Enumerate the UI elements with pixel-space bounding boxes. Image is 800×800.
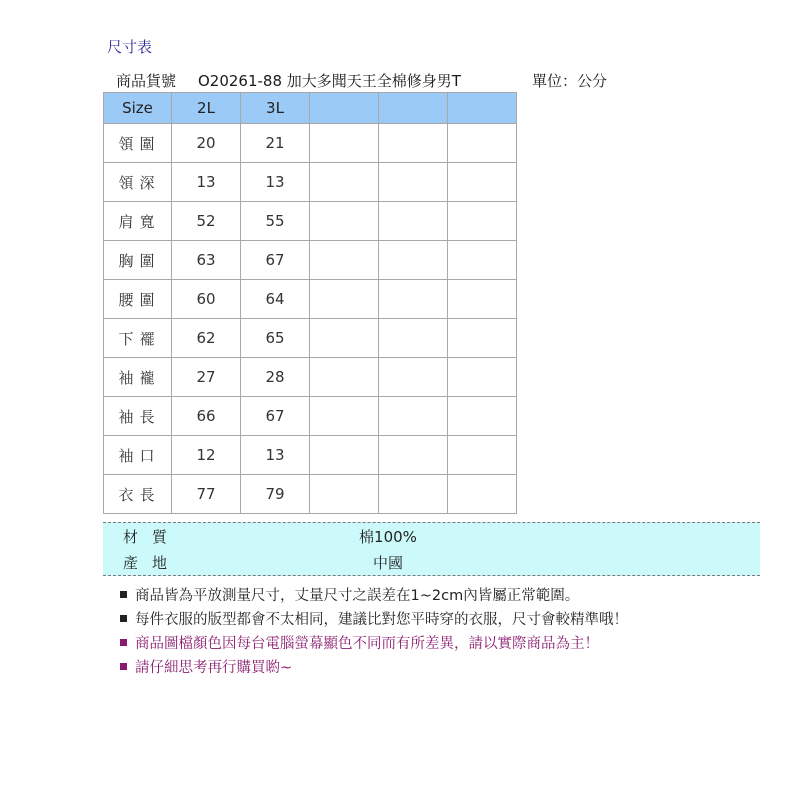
measurement-value: [310, 163, 379, 202]
measurement-value: [448, 280, 517, 319]
measurement-value: [379, 436, 448, 475]
measurement-value: [310, 475, 379, 514]
measurement-value: [448, 241, 517, 280]
size-table: [103, 92, 517, 514]
square-bullet-icon: [120, 591, 127, 598]
measurement-value: 20: [172, 124, 241, 163]
measurement-value: [448, 202, 517, 241]
notes-list: [120, 582, 740, 678]
measurement-value: [310, 280, 379, 319]
measurement-label: 袖長: [104, 397, 172, 436]
measurement-value: 12: [172, 436, 241, 475]
measurement-value: [379, 163, 448, 202]
measurement-value: [448, 397, 517, 436]
measurement-label: 領深: [104, 163, 172, 202]
measurement-value: [310, 436, 379, 475]
measurement-value: [379, 397, 448, 436]
square-bullet-icon: [120, 615, 127, 622]
note-text: 請仔細思考再行購買喲~: [135, 659, 293, 676]
measurement-value: 21: [241, 124, 310, 163]
measurement-value: [379, 202, 448, 241]
material-origin-box: [103, 522, 760, 576]
measurement-label: 腰圍: [104, 280, 172, 319]
unit-label: 單位：公分: [532, 72, 608, 90]
measurement-value: 60: [172, 280, 241, 319]
size-table-row: [104, 280, 517, 319]
note-item: [120, 606, 740, 630]
measurement-label: 領圍: [104, 124, 172, 163]
measurement-label: 袖襱: [104, 358, 172, 397]
note-text: 商品皆為平放測量尺寸，丈量尺寸之誤差在1~2cm內皆屬正常範圍。: [135, 587, 580, 604]
measurement-value: 13: [241, 163, 310, 202]
measurement-value: [379, 358, 448, 397]
origin-row: [103, 552, 760, 574]
page-title: 尺寸表: [107, 38, 153, 56]
size-table-row: [104, 475, 517, 514]
measurement-value: 52: [172, 202, 241, 241]
measurement-value: 55: [241, 202, 310, 241]
square-bullet-icon: [120, 639, 127, 646]
measurement-label: 下襬: [104, 319, 172, 358]
size-table-row: [104, 358, 517, 397]
measurement-label: 袖口: [104, 436, 172, 475]
header-cell: [379, 93, 448, 124]
origin-label: 產地: [123, 554, 182, 572]
note-item: [120, 582, 740, 606]
measurement-value: [310, 319, 379, 358]
measurement-value: [448, 124, 517, 163]
header-cell: Size: [104, 93, 172, 124]
measurement-value: 13: [241, 436, 310, 475]
measurement-value: [379, 319, 448, 358]
size-table-header-row: [104, 93, 517, 124]
measurement-value: [448, 436, 517, 475]
measurement-value: [379, 280, 448, 319]
measurement-value: 67: [241, 241, 310, 280]
measurement-value: [310, 241, 379, 280]
measurement-value: 67: [241, 397, 310, 436]
product-code-label: 商品貨號: [116, 72, 177, 90]
measurement-value: [310, 124, 379, 163]
header-cell: [310, 93, 379, 124]
note-text: 商品圖檔顏色因每台電腦螢幕顯色不同而有所差異，請以實際商品為主！: [135, 635, 599, 652]
measurement-value: 65: [241, 319, 310, 358]
size-table-row: [104, 202, 517, 241]
square-bullet-icon: [120, 663, 127, 670]
measurement-value: 28: [241, 358, 310, 397]
header-cell: 3L: [241, 93, 310, 124]
measurement-value: 77: [172, 475, 241, 514]
product-code-name: O20261-88 加大多聞天王全棉修身男T: [198, 72, 461, 90]
material-row: [103, 526, 760, 548]
note-text: 每件衣服的版型都會不太相同，建議比對您平時穿的衣服，尺寸會較精準哦！: [135, 611, 628, 628]
size-table-row: [104, 436, 517, 475]
measurement-value: [379, 241, 448, 280]
measurement-value: [448, 475, 517, 514]
measurement-value: 27: [172, 358, 241, 397]
measurement-value: [310, 397, 379, 436]
origin-value: 中國: [372, 554, 403, 572]
measurement-value: 64: [241, 280, 310, 319]
measurement-value: 66: [172, 397, 241, 436]
measurement-value: 79: [241, 475, 310, 514]
header-cell: 2L: [172, 93, 241, 124]
measurement-label: 胸圍: [104, 241, 172, 280]
note-item: [120, 630, 740, 654]
measurement-value: [448, 163, 517, 202]
measurement-label: 衣長: [104, 475, 172, 514]
measurement-value: [379, 124, 448, 163]
size-table-row: [104, 241, 517, 280]
size-table-row: [104, 163, 517, 202]
measurement-value: 62: [172, 319, 241, 358]
size-table-row: [104, 124, 517, 163]
measurement-value: [310, 202, 379, 241]
measurement-label: 肩寬: [104, 202, 172, 241]
measurement-value: [379, 475, 448, 514]
size-table-row: [104, 397, 517, 436]
header-cell: [448, 93, 517, 124]
measurement-value: 13: [172, 163, 241, 202]
material-value: 棉100%: [359, 528, 417, 546]
material-label: 材質: [123, 528, 182, 546]
note-item: [120, 654, 740, 678]
measurement-value: [448, 319, 517, 358]
measurement-value: [310, 358, 379, 397]
measurement-value: 63: [172, 241, 241, 280]
product-info-line: [116, 70, 636, 90]
measurement-value: [448, 358, 517, 397]
size-table-row: [104, 319, 517, 358]
